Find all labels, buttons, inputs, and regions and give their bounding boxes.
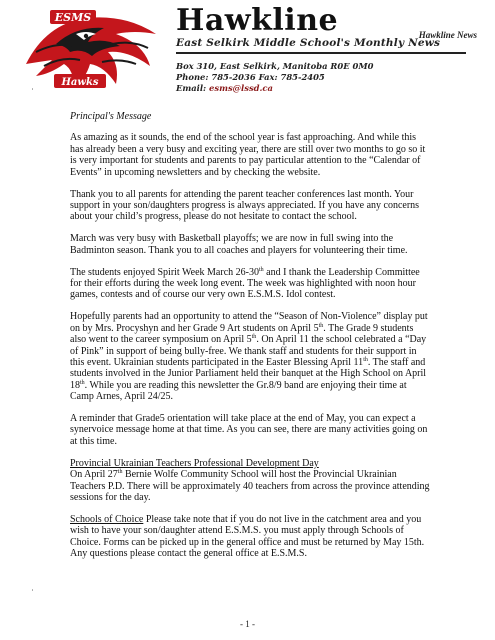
p5-text-d: . The staff and students involved in the Junior Parliament held their banquet at the High School on April 18: [70, 356, 427, 391]
paragraph-2: Thank you to all parents for attending the parent teacher conferences last month. Your support in your son/daughters progress is always appreciated. If you have any concerns about your child’s progress, please do not hesitate to contact the school.: [70, 188, 420, 223]
p5-sup-2: th: [251, 334, 257, 341]
school-address: [176, 61, 476, 94]
p5-sup-3: th: [363, 356, 368, 363]
address-line-1: Box 310, East Selkirk, Manitoba R0E 0M0: [176, 61, 374, 71]
page-number: - 1 -: [240, 619, 255, 629]
margin-mark: ˙: [31, 87, 34, 97]
masthead-rule: [176, 52, 466, 54]
p4-sup: th: [258, 266, 264, 273]
principal-message: [70, 111, 430, 570]
p4-text-b: and I thank the Leadership Committee for their efforts during the week long event. The week was highlighted with noon hour games, contests and of course our very own E.S.M.S. Idol contest.: [70, 266, 420, 301]
schools-of-choice-title: Schools of Choice: [70, 513, 144, 525]
paragraph-1: As amazing as it sounds, the end of the school year is fast approaching. And while this has already been a very busy and exciting year, there are still over two months to go so it is very important for students and parents to pay particular attention to the “Calendar of Events” in upcoming newsletters and by checking the website.: [70, 132, 426, 178]
pd-text-a: On April 27: [70, 469, 118, 481]
paper-subtitle: East Selkirk Middle School's Monthly News: [176, 37, 441, 49]
schools-of-choice-body: Please take note that if you do not live in the catchment area and you wish to have your son/daughter attend E.S.M.S. you must apply through Schools of Choice. Forms can be picked up in the general office and must be returned by May 15th. Any questions please contact the general office at E.S.M.S.: [70, 513, 425, 560]
pd-sup: th: [117, 469, 123, 476]
address-line-3: [176, 83, 476, 94]
p5-text-a: Hopefully parents had an opportunity to attend the “Season of Non-Violence” display put on by Mrs. Procyshyn and her Grade 9 Art students on April 5: [70, 311, 428, 334]
margin-mark-bottom: ˙: [31, 588, 34, 598]
section-heading: Principal's Message: [70, 111, 152, 122]
address-line-2: Phone: 785-2036 Fax: 785-2405: [176, 72, 325, 82]
email-link[interactable]: esms@lssd.ca: [209, 83, 273, 93]
p5-text-c: . On April 11 the school celebrated a “Day of Pink” in support of being bully-free. We thank staff and students for their support in this event. Ukrainian students participated in the Easter Blessing April 11: [70, 334, 427, 368]
masthead: [0, 0, 495, 100]
paragraph-6: A reminder that Grade5 orientation will take place at the end of May, you can expect a synervoice message home at that time. As you can see, there are many activities going on at this time.: [70, 413, 428, 447]
logo-text-top: ESMS: [54, 11, 92, 24]
hawk-logo-icon: [16, 4, 168, 96]
pd-day-section: [70, 458, 430, 504]
news-tag: Hawkline News: [418, 30, 477, 40]
p5-sup-1: th: [318, 322, 324, 329]
pd-text-b: Bernie Wolfe Community School will host the Provincial Ukrainian Teachers P.D. There will be approximately 40 teachers from across the province attending sessions for the day.: [70, 469, 430, 503]
pd-day-title: Provincial Ukrainian Teachers Professional Development Day: [70, 457, 319, 469]
p5-sup-4: th: [80, 379, 85, 386]
email-label: Email:: [176, 83, 210, 93]
p5-text-b: . The Grade 9 students also went to the career symposium on April 5: [70, 322, 414, 346]
title-block: [176, 3, 476, 94]
paragraph-5: [70, 311, 430, 402]
paragraph-3: March was very busy with Basketball playoffs; we are now in full swing into the Badminton season. Thank you to all coaches and players for volunteering their time.: [70, 233, 408, 256]
p4-text-a: The students enjoyed Spirit Week March 26-30: [70, 266, 259, 278]
p5-text-e: . While you are reading this newsletter the Gr.8/9 band are enjoying their time at Camp Arnes, April 24/25.: [70, 379, 407, 403]
logo-text-bottom: Hawks: [61, 77, 99, 88]
paragraph-4: [70, 267, 430, 301]
paper-name: Hawkline: [176, 3, 339, 38]
schools-of-choice-section: [70, 514, 430, 560]
